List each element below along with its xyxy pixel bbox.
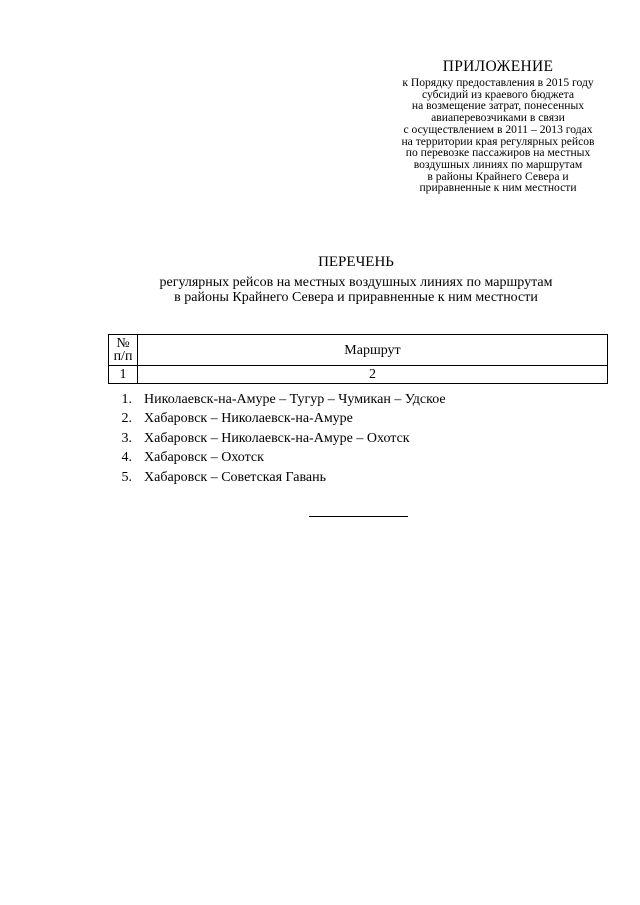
appendix-line: по перевозке пассажиров на местных: [405, 146, 591, 160]
appendix-line: приравненные к ним местности: [419, 181, 577, 195]
route-number: 3.: [121, 430, 132, 446]
document-subtitle-line: регулярных рейсов на местных воздушных линиях по маршрутам: [159, 275, 553, 290]
route-number: 4.: [121, 450, 132, 466]
route-name: Хабаровск – Охотск: [144, 450, 264, 466]
header-route-cell: Маршрут: [138, 335, 608, 366]
route-list: [108, 390, 608, 488]
table-header-row: [109, 335, 608, 366]
appendix-line: на возмещение затрат, понесенных: [411, 99, 585, 113]
header-number-abbrev: п/п: [113, 349, 133, 364]
list-item: [108, 449, 608, 469]
appendix-line: воздушных линиях по маршрутам: [413, 157, 583, 171]
appendix-line: к Порядку предоставления в 2015 году: [402, 76, 594, 89]
document-heading: [100, 253, 612, 305]
column-index-row: [109, 366, 608, 384]
end-divider: [309, 516, 408, 517]
appendix-line: в районы Крайнего Севера и: [427, 169, 569, 183]
appendix-line: субсидий из краевого бюджета: [421, 87, 575, 101]
appendix-title: ПРИЛОЖЕНИЕ: [442, 58, 554, 75]
route-number: 2.: [121, 411, 132, 427]
document-subtitle-line: в районы Крайнего Севера и приравненные к ним местности: [174, 290, 538, 305]
route-name: Хабаровск – Николаевск-на-Амуре: [144, 411, 353, 427]
route-number: 1.: [121, 391, 132, 407]
column-index-1: 1: [109, 366, 138, 384]
header-number-symbol: №: [116, 336, 130, 351]
list-item: [108, 410, 608, 430]
header-number-cell: [109, 335, 138, 366]
document-title: ПЕРЕЧЕНЬ: [318, 254, 394, 270]
appendix-line: авиаперевозчиками в связи: [431, 111, 565, 125]
column-index-2: 2: [138, 366, 608, 384]
list-item: [108, 429, 608, 449]
list-item: [108, 390, 608, 410]
routes-table: [108, 334, 608, 384]
appendix-block: [376, 58, 620, 194]
appendix-line: на территории края регулярных рейсов: [401, 134, 595, 148]
appendix-line: с осуществлением в 2011 – 2013 годах: [403, 122, 593, 136]
route-name: Николаевск-на-Амуре – Тугур – Чумикан – Удское: [144, 391, 446, 407]
route-number: 5.: [121, 469, 132, 485]
route-name: Хабаровск – Советская Гавань: [144, 469, 327, 485]
list-item: [108, 468, 608, 488]
route-name: Хабаровск – Николаевск-на-Амуре – Охотск: [144, 430, 410, 446]
